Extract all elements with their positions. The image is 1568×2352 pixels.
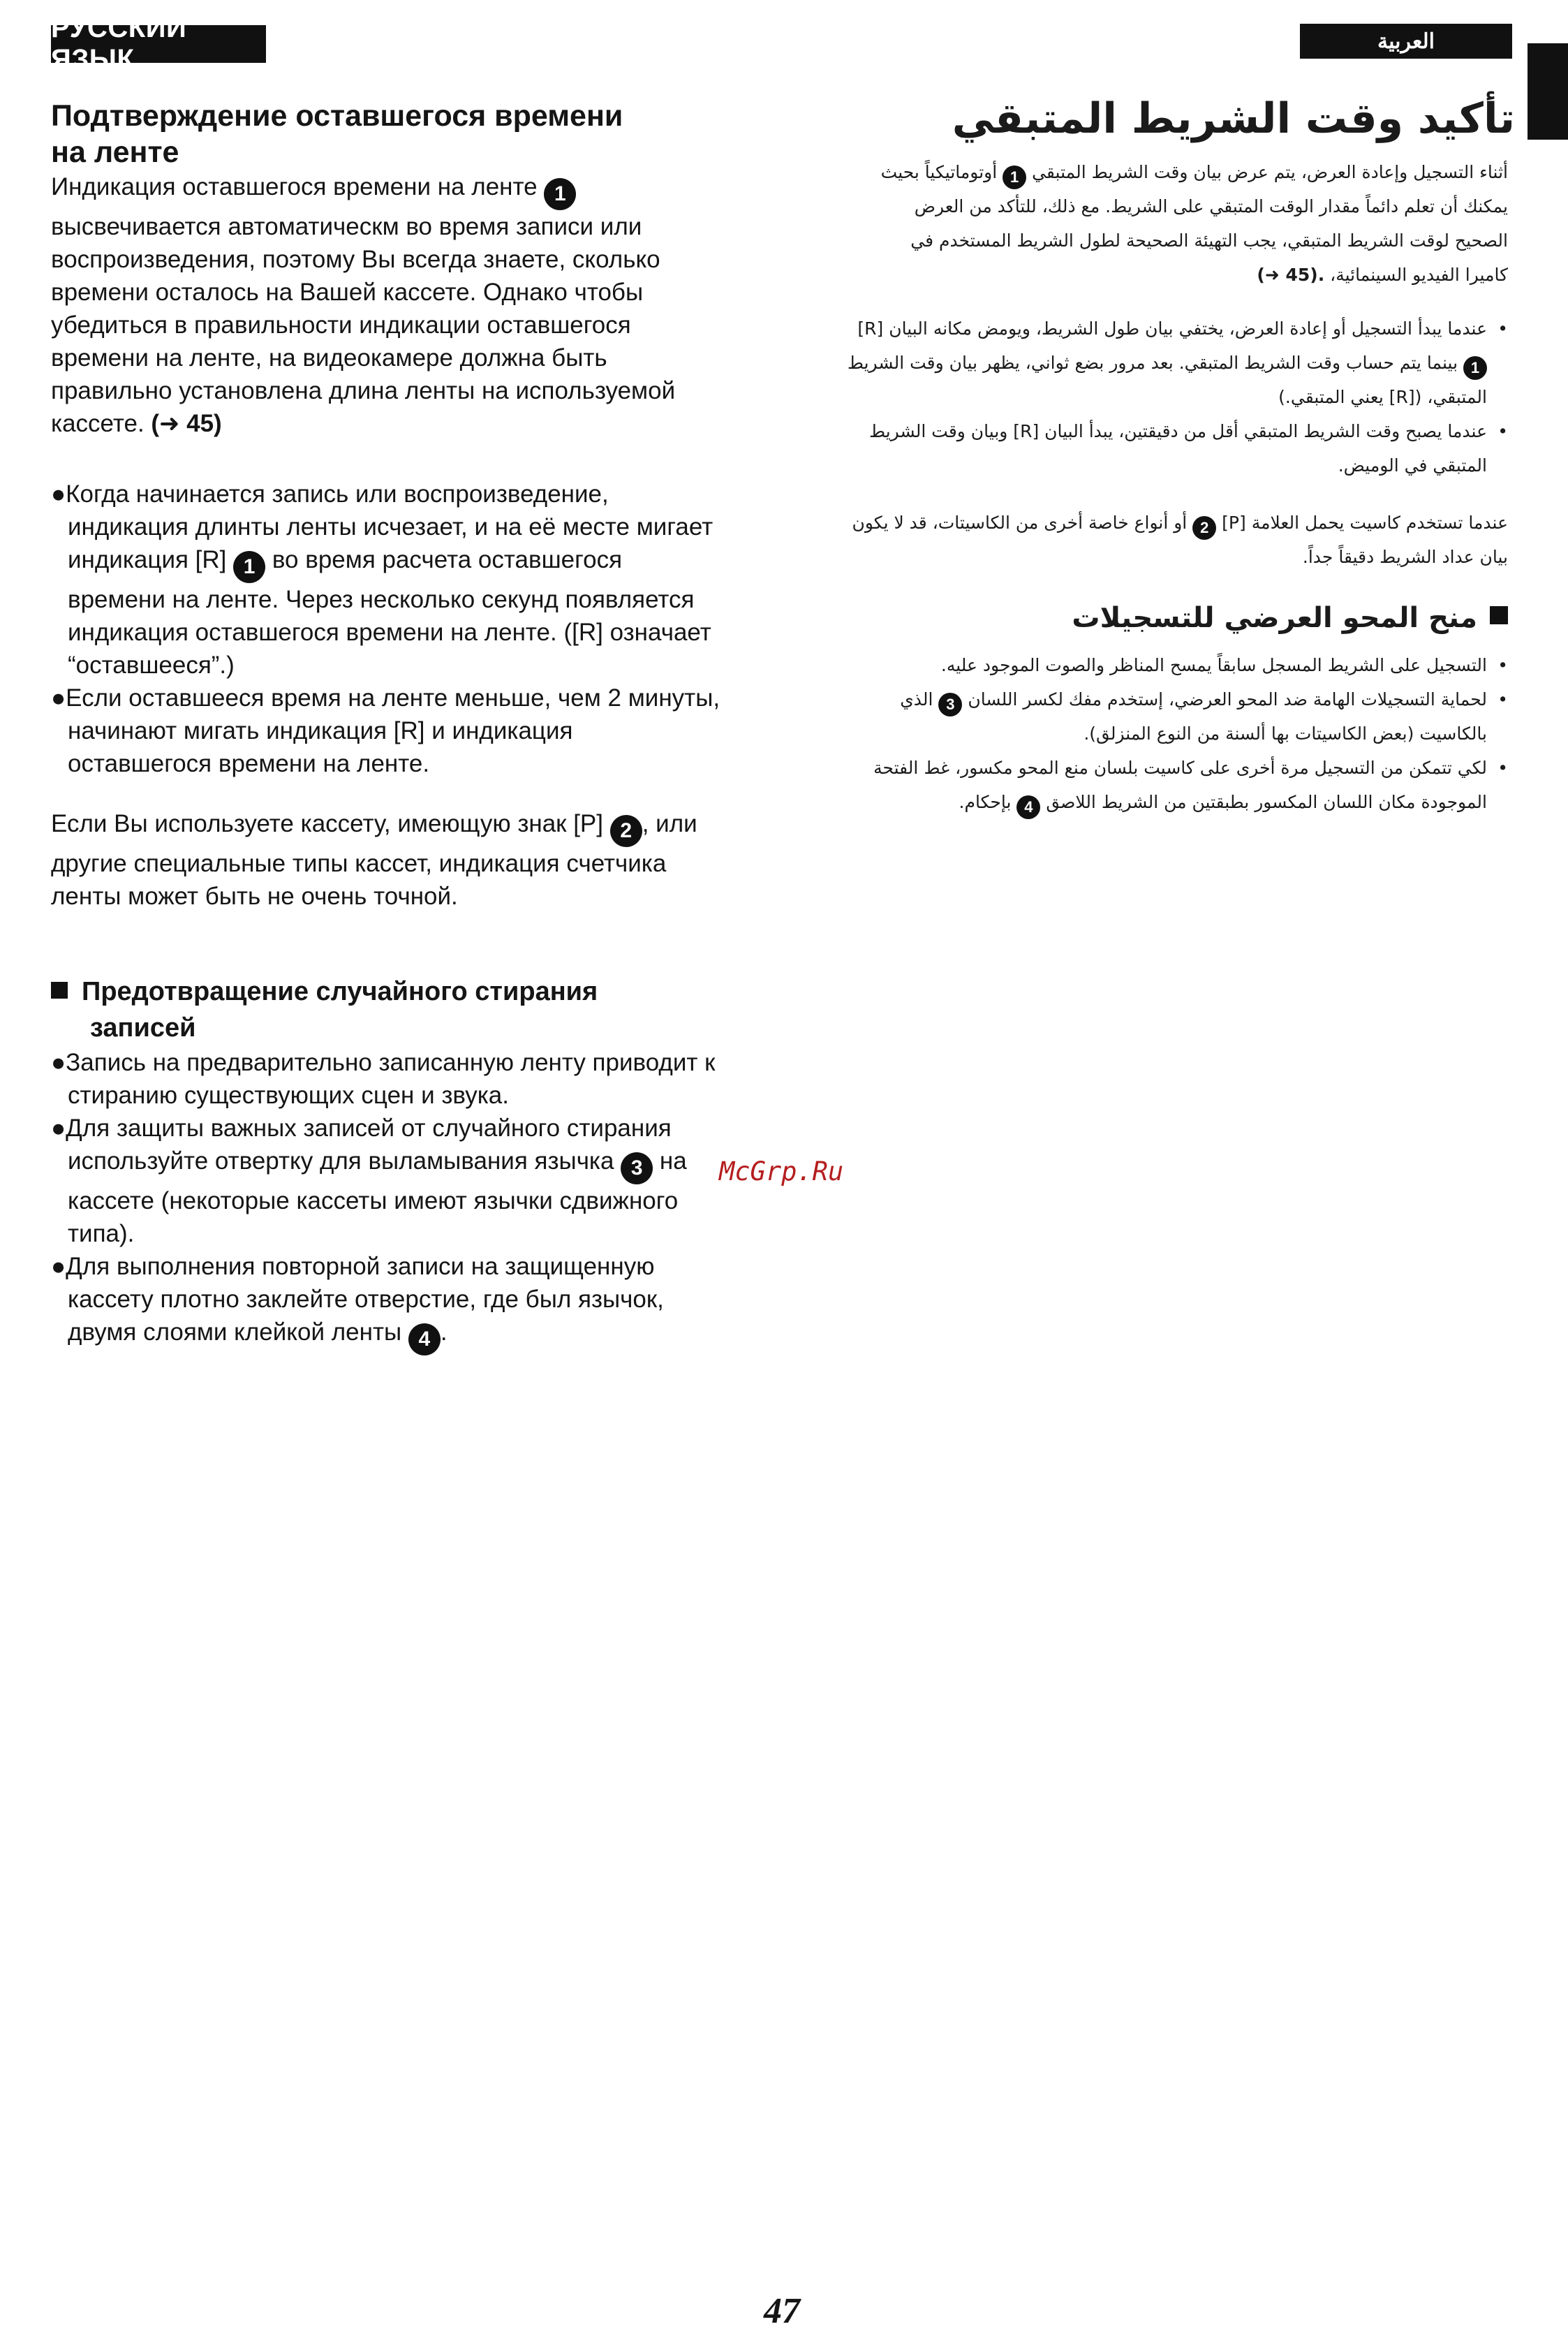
ar-cassette-text-b: أو أنواع خاصة أخرى من الكاسيتات، قد لا يكون بيان عداد الشريط دقيقاً جداً. — [852, 513, 1508, 567]
ar-intro-text-b: أوتوماتيكياً بحيث يمكنك أن تعلم دائماً مقدار الوقت المتبقي على الشريط. مع ذلك، للتأكد من العرض الصحيح لوقت الشريط المتبقي، يجب التهيئة الصحيحة لطول الشريط المستخدم في كاميرا الفيديو السينمائية، — [880, 162, 1508, 285]
marker-4: 4 — [408, 1323, 441, 1355]
ar-sec-bullet-1 — [838, 648, 1508, 682]
ar-bullet-1-text-b: بينما يتم حساب وقت الشريط المتبقي. بعد مرور بضع ثواني، يظهر بيان وقت الشريط المتبقي، ([R] يعني المتبقي.) — [847, 353, 1487, 407]
ru-bullet-2: ●Если оставшееся время на ленте меньше, чем 2 минуты, начинают мигать индикация [R] и индикация оставшегося времени на ленте. — [51, 684, 720, 777]
ru-intro-text-a: Индикация оставшегося времени на ленте — [51, 173, 545, 200]
ru-bullet-1-text-b: во время расчета оставшегося времени на ленте. Через несколько секунд появляется индикация оставшегося времени на ленте. ([R] означает “оставшееся”.) — [68, 546, 711, 679]
watermark: McGrp.Ru — [719, 1156, 844, 1186]
ar-intro-text-a: أثناء التسجيل وإعادة العرض، يتم عرض بيان وقت الشريط المتبقي — [1026, 162, 1508, 182]
ar-sec-bullet-2 — [838, 682, 1508, 751]
marker-3: 3 — [938, 693, 962, 716]
ru-sec-bullet-3: ●Для выполнения повторной записи на защищенную кассету плотно заклейте отверстие, где был язычок, двумя слоями клейкой ленты 4 . — [51, 1250, 721, 1355]
ar-sec-bullet-3-text-a: لكي تتمكن من التسجيل مرة أخرى على كاسيت بلسان منع المحو مكسور، غط الفتحة الموجودة مكان اللسان المكسور بطبقتين من الشريط اللاصق — [873, 758, 1487, 812]
ru-intro-paragraph — [51, 170, 721, 440]
ar-cassette-text-a: عندما تستخدم كاسيت يحمل العلامة [P] — [1216, 513, 1508, 533]
ar-section-title — [838, 597, 1508, 639]
ru-cassette-note — [51, 807, 721, 913]
marker-1: 1 — [544, 178, 576, 210]
ru-section-title-line1: Предотвращение случайного стирания — [82, 977, 598, 1006]
ru-sec-bullet-2: ●Для защиты важных записей от случайного стирания используйте отвертку для выламывания язычка 3 на кассете (некоторые кассеты имеют язычки сдвижного типа). — [51, 1115, 687, 1247]
marker-2: 2 — [1192, 516, 1216, 540]
ar-bullet-2-text: عندما يصبح وقت الشريط المتبقي أقل من دقيقتين، يبدأ البيان [R] وبيان وقت الشريط المتبقي في الوميض. — [868, 421, 1487, 476]
ar-title: تأكيد وقت الشريط المتبقي — [952, 94, 1515, 143]
ru-section-title — [51, 973, 721, 1046]
ar-sec-bullet-2-text-b: الذي بالكاسيت (بعض الكاسيتات بها ألسنة من النوع المنزلق). — [900, 689, 1487, 744]
ar-sec-bullet-1-text: التسجيل على الشريط المسجل سابقاً يمسح المناظر والصوت الموجود عليه. — [940, 655, 1487, 675]
ar-section-title-text: منح المحو العرضي للتسجيلات — [1072, 602, 1477, 634]
page-number: 47 — [764, 2291, 800, 2331]
marker-1: 1 — [233, 551, 265, 583]
ru-sec-bullet-3-text-a: Для выполнения повторной записи на защищенную кассету плотно заклейте отверстие, где был язычок, двумя слоями клейкой ленты — [66, 1253, 664, 1346]
ru-bullet-list — [51, 478, 721, 780]
ru-section-erase-protection — [51, 973, 721, 1355]
ru-sec-bullet-1-text: Запись на предварительно записанную ленту приводит к стиранию существующих сцен и звука. — [66, 1049, 716, 1109]
ar-sec-bullet-3 — [838, 751, 1508, 819]
ru-bullet-2-text: Если оставшееся время на ленте меньше, чем 2 минуты, начинают мигать индикация [R] и индикация оставшегося времени на ленте. — [66, 684, 720, 777]
ru-sec-bullet-2-text-b: на кассете (некоторые кассеты имеют язычки сдвижного типа). — [68, 1147, 687, 1247]
ru-cassette-text-b: , или другие специальные типы кассет, индикация счетчика ленты может быть не очень точной. — [51, 810, 697, 910]
language-tab-russian: РУССКИЙ ЯЗЫК — [51, 25, 266, 63]
ru-sec-bullet-1: ●Запись на предварительно записанную ленту приводит к стиранию существующих сцен и звука. — [51, 1049, 716, 1109]
square-bullet-icon — [1490, 606, 1508, 624]
ru-sec-bullet-2-text-a: Для защиты важных записей от случайного стирания используйте отвертку для выламывания язычка — [66, 1115, 672, 1175]
ru-cassette-paragraph — [51, 807, 721, 913]
ru-section-title-line2: записей — [90, 1013, 196, 1043]
ar-sec-bullet-3-text-b: بإحكام. — [959, 792, 1017, 812]
ru-bullet-1: ●Когда начинается запись или воспроизведение, индикация длинты ленты исчезает, и на её месте мигает индикация [R] 1 во время расчета оставшегося времени на ленте. Через несколько секунд появляется индикация оставшегося времени на ленте. ([R] означает “оставшееся”.) — [51, 480, 713, 679]
ar-intro-paragraph — [866, 155, 1508, 292]
ru-title-line2: на ленте — [51, 135, 179, 169]
marker-4: 4 — [1016, 795, 1040, 819]
ar-bullet-list — [838, 311, 1508, 483]
ar-cassette-note — [838, 506, 1508, 574]
ru-sec-bullet-3-text-b: . — [440, 1318, 448, 1346]
ar-bullet-2 — [838, 414, 1508, 483]
ru-cassette-text-a: Если Вы используете кассету, имеющую знак [P] — [51, 810, 610, 837]
ar-section-bullets — [838, 648, 1508, 819]
marker-2: 2 — [610, 815, 642, 847]
ru-page-reference: (➜ 45) — [151, 410, 222, 437]
ru-intro-text-b: высвечивается автоматическм во время записи или воспроизведения, поэтому Вы всегда знаете, сколько времени осталось на Вашей кассете. Однако чтобы убедиться в правильности индикации оставшегося времени на ленте, на видеокамере должна быть правильно установлена длина ленты на используемой кассете. — [51, 213, 676, 437]
ar-sec-bullet-2-text-a: لحماية التسجيلات الهامة ضد المحو العرضي، إستخدم مفك لكسر اللسان — [962, 689, 1487, 710]
ru-section-remaining-time — [51, 98, 721, 440]
ru-title — [51, 98, 721, 170]
marker-3: 3 — [621, 1152, 653, 1184]
marker-1: 1 — [1463, 356, 1487, 380]
page-edge-tab — [1528, 43, 1568, 140]
marker-1: 1 — [1003, 166, 1026, 189]
ar-bullet-1 — [838, 311, 1508, 414]
ar-bullet-1-text-a: عندما يبدأ التسجيل أو إعادة العرض، يختفي بيان طول الشريط، ويومض مكانه البيان [R] — [857, 318, 1487, 339]
ru-bullet-1-text-a: Когда начинается запись или воспроизведение, индикация длинты ленты исчезает, и на её месте мигает индикация [R] — [66, 480, 713, 573]
ru-title-line1: Подтверждение оставшегося времени — [51, 99, 623, 133]
ar-page-reference: (➜ 45). — [1257, 265, 1325, 285]
square-bullet-icon — [51, 982, 68, 999]
language-tab-arabic: العربية — [1300, 24, 1512, 59]
